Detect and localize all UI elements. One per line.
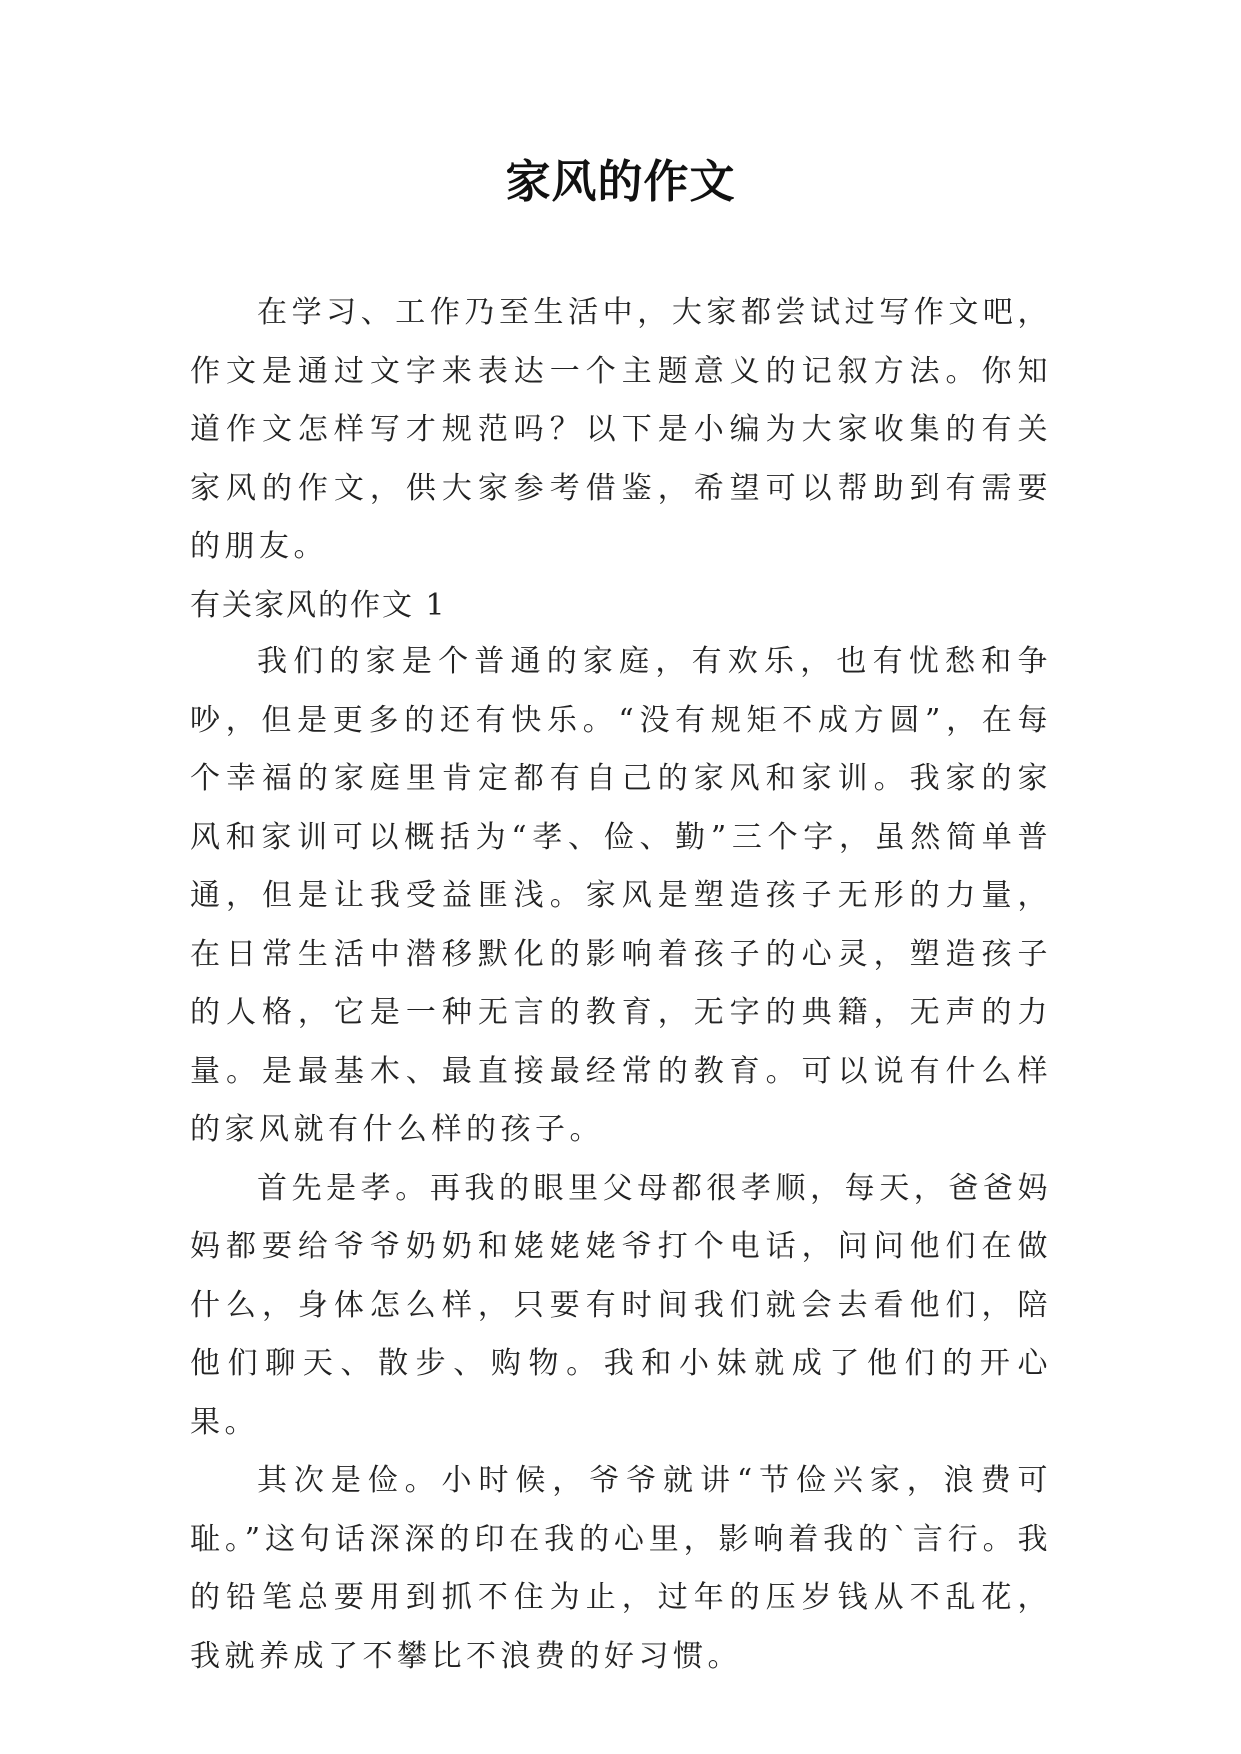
essay-paragraph-2: 首先是孝。再我的眼里父母都很孝顺，每天，爸爸妈妈都要给爷爷奶奶和姥姥姥爷打个电话，问问他们在做什么，身体怎么样，只要有时间我们就会去看他们，陪他们聊天、散步、购物。我和小妹就成了他们的开心果。: [190, 1170, 1052, 1440]
intro-paragraph: 在学习、工作乃至生活中，大家都尝试过写作文吧，作文是通过文字来表达一个主题意义的记叙方法。你知道作文怎样写才规范吗？以下是小编为大家收集的有关家风的作文，供大家参考借鉴，希望可以帮助到有需要的朋友。: [190, 295, 1052, 564]
essay-paragraph-1: 我们的家是个普通的家庭，有欢乐，也有忧愁和争吵，但是更多的还有快乐。“没有规矩不成方圆”，在每个幸福的家庭里肯定都有自己的家风和家训。我家的家风和家训可以概括为“孝、俭、勤”三个字，虽然简单普通，但是让我受益匪浅。家风是塑造孩子无形的力量，在日常生活中潜移默化的影响着孩子的心灵，塑造孩子的人格，它是一种无言的教育，无字的典籍，无声的力量。是最基木、最直接最经常的教育。可以说有什么样的家风就有什么样的孩子。: [190, 644, 1052, 1147]
essay-paragraph-3: 其次是俭。小时候，爷爷就讲“节俭兴家，浪费可耻。”这句话深深的印在我的心里，影响着我的`言行。我的铅笔总要用到抓不住为止，过年的压岁钱从不乱花，我就养成了不攀比不浪费的好习惯。: [190, 1463, 1052, 1674]
intro-block: [190, 284, 1052, 577]
section-heading: 有关家风的作文 1: [190, 588, 447, 623]
document-title: 家风的作文: [505, 155, 736, 208]
essay-body: [190, 633, 1052, 1686]
